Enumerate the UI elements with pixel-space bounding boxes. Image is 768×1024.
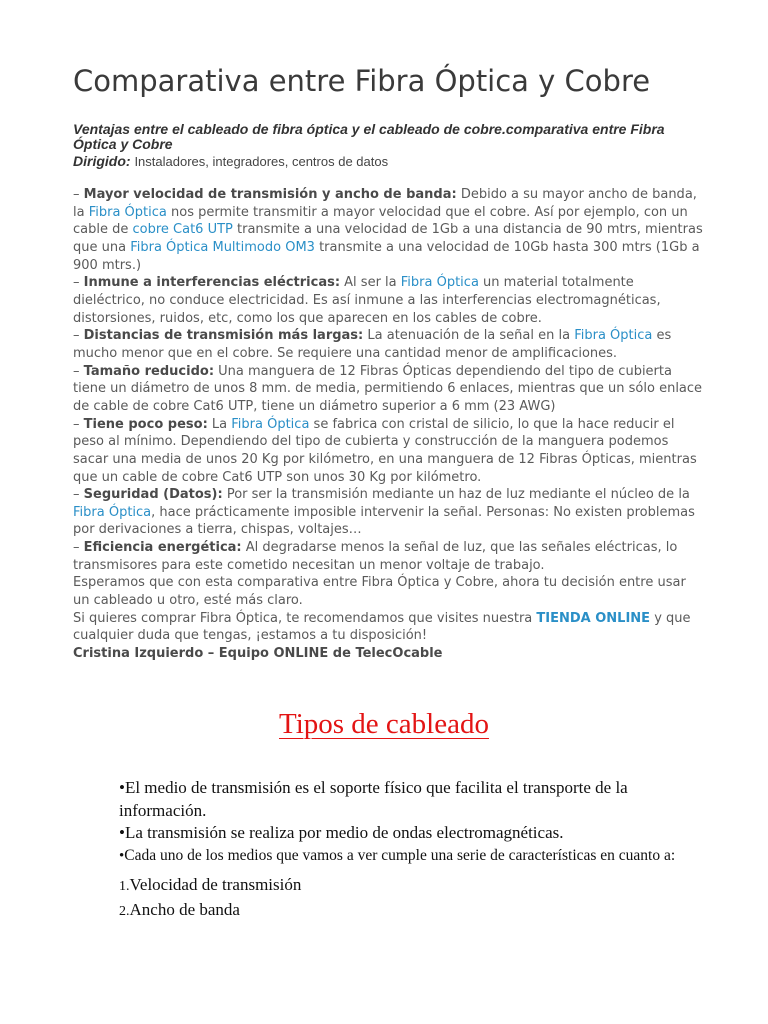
- signature: Cristina Izquierdo – Equipo ONLINE de TelecOcable: [73, 646, 443, 662]
- audience-label: Dirigido:: [73, 153, 131, 169]
- text: es mucho menor que en el cobre. Se requiere una cantidad menor de amplificaciones.: [73, 328, 672, 361]
- text: Si quieres comprar Fibra Óptica, te recomendamos que visites nuestra: [73, 610, 537, 626]
- list-item-text: La transmisión se realiza por medio de ondas electromagnéticas.: [124, 823, 564, 842]
- dash: –: [73, 363, 84, 379]
- paragraph-conclusion: Esperamos que con esta comparativa entre Fibra Óptica y Cobre, ahora tu decisión entre usar un cableado u otro, esté más claro.: [73, 575, 686, 609]
- heading-speed: Mayor velocidad de transmisión y ancho de banda:: [83, 187, 457, 202]
- text: Por ser la transmisión mediante un haz de luz mediante el núcleo de la: [222, 487, 690, 503]
- list-item-text: Cada uno de los medios que vamos a ver cumple una serie de características en cuanto a:: [124, 846, 676, 864]
- paragraph-size: [73, 363, 703, 416]
- numbered-item-text: Velocidad de transmisión: [129, 875, 302, 894]
- link-cobre-cat6-utp[interactable]: cobre Cat6 UTP: [132, 222, 233, 238]
- link-fibra-optica[interactable]: Fibra Óptica: [400, 275, 479, 291]
- paragraph-distance: [73, 327, 703, 362]
- list-item: [119, 845, 679, 868]
- text: Al degradarse menos la señal de luz, que las señales eléctricas, lo transmisores para este cometido necesitan un menor voltaje de trabajo.: [73, 540, 678, 573]
- link-fibra-optica[interactable]: Fibra Óptica: [88, 204, 167, 220]
- item-number: 2.: [119, 903, 130, 919]
- heading-weight: Tiene poco peso:: [83, 416, 208, 432]
- bullet-icon: •: [119, 778, 125, 797]
- article-subtitle: Ventajas entre el cableado de fibra óptica y el cableado de cobre.comparativa entre Fibra Óptica y Cobre: [73, 121, 665, 152]
- list-item-text: El medio de transmisión es el soporte físico que facilita el transporte de la información.: [119, 778, 628, 820]
- heading-security: Seguridad (Datos):: [83, 487, 223, 503]
- bullet-icon: •: [119, 847, 125, 864]
- audience-line: [73, 153, 388, 169]
- heading-energy: Eficiencia energética:: [83, 540, 242, 556]
- link-fibra-optica[interactable]: Fibra Óptica: [231, 416, 310, 432]
- dash: –: [73, 487, 84, 503]
- text: La atenuación de la señal en la: [363, 328, 575, 344]
- dash: –: [73, 187, 84, 202]
- heading-interference: Inmune a interferencias eléctricas:: [83, 275, 341, 291]
- text: un material totalmente dieléctrico, no conduce electricidad. Es así inmune a las interferencias electromagnéticas, distorsiones, ruidos, etc, como los que aparecen en los cables de cobre.: [73, 275, 661, 326]
- article-body: [73, 186, 703, 663]
- text: Debido a su mayor ancho de banda, la: [73, 187, 697, 220]
- text: Al ser la: [340, 275, 401, 291]
- text: transmite a una velocidad de 10Gb hasta 300 mtrs (1Gb a 900 mtrs.): [73, 239, 700, 273]
- bullet-icon: •: [119, 823, 125, 842]
- paragraph-shop: [73, 610, 703, 645]
- dash: –: [73, 540, 84, 556]
- text: , hace prácticamente imposible intervenir la señal. Personas: No existen problemas por derivaciones a tierra, chispas, voltajes…: [73, 504, 695, 538]
- dash: –: [73, 416, 84, 432]
- audience-value: Instaladores, integradores, centros de datos: [134, 154, 389, 169]
- paragraph-speed: [73, 186, 703, 274]
- text: se fabrica con cristal de silicio, lo que la hace reducir el peso al mínimo. Dependiendo del tipo de cubierta y construcción de la manguera podemos sacar una media de unos 20 Kg por kilómetro, en una manguera de 12 Fibras Ópticas, mientras que un cable de cobre Cat6 UTP son unos 30 Kg por kilómetro.: [73, 416, 697, 485]
- text: Una manguera de 12 Fibras Ópticas dependiendo del tipo de cubierta tiene un diámetro de unos 8 mm. de media, permitiendo 6 enlaces, mientras que un sólo enlace de cable de cobre Cat6 UTP, tiene un diámetro superior a 6 mm (23 AWG): [73, 363, 703, 414]
- link-fibra-optica[interactable]: Fibra Óptica: [574, 328, 653, 344]
- link-fibra-optica[interactable]: Fibra Óptica: [73, 504, 152, 520]
- text: nos permite transmitir a mayor velocidad que el cobre. Así por ejemplo, con un cable de: [73, 204, 688, 238]
- slide-body: [119, 777, 679, 923]
- numbered-item: [119, 899, 679, 924]
- paragraph-weight: [73, 416, 703, 487]
- link-tienda-online[interactable]: TIENDA ONLINE: [536, 610, 651, 626]
- list-item: [119, 777, 679, 822]
- paragraph-security: [73, 486, 703, 539]
- numbered-item-text: Ancho de banda: [129, 899, 240, 919]
- paragraph-energy: [73, 539, 703, 574]
- heading-size: Tamaño reducido:: [83, 363, 215, 379]
- text: transmite a una velocidad de 1Gb a una distancia de 90 mtrs, mientras que una: [73, 222, 703, 255]
- list-item: [119, 822, 679, 845]
- dash: –: [73, 328, 84, 344]
- numbered-item: [119, 874, 679, 899]
- heading-distance: Distancias de transmisión más largas:: [83, 328, 364, 344]
- spacer: [119, 867, 679, 874]
- item-number: 1.: [119, 879, 130, 894]
- text: y que cualquier duda que tengas, ¡estamos a tu disposición!: [73, 610, 691, 644]
- text: La: [207, 416, 232, 432]
- dash: –: [73, 275, 84, 291]
- article-title: Comparativa entre Fibra Óptica y Cobre: [73, 64, 651, 98]
- paragraph-interference: [73, 274, 703, 327]
- link-fibra-multimodo-om3[interactable]: Fibra Óptica Multimodo OM3: [130, 239, 315, 255]
- slide-title: Tipos de cableado: [279, 708, 489, 740]
